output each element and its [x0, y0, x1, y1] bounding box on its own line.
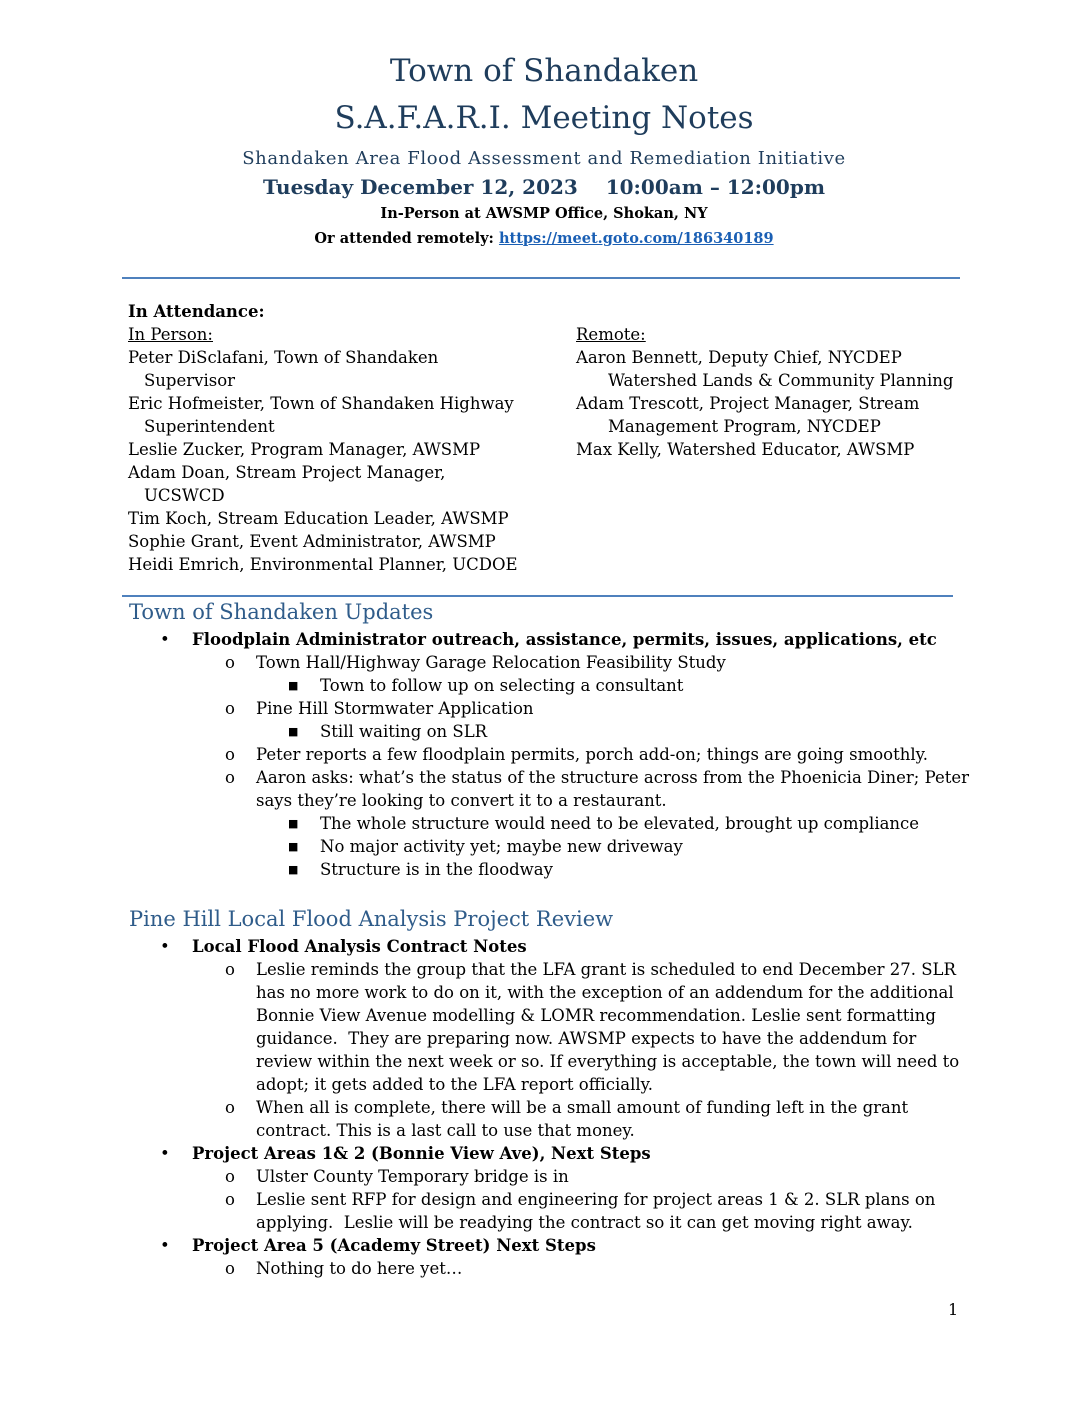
bullet: o [225, 1167, 235, 1186]
bullet: • [160, 1144, 170, 1163]
bullet: • [160, 1236, 170, 1255]
initiative-name: Shandaken Area Flood Assessment and Remediation Initiative [242, 148, 846, 169]
attendance-in-person [128, 300, 518, 576]
attendee-cont: Superintendent [144, 417, 275, 436]
attendee: Eric Hofmeister, Town of Shandaken Highway [128, 394, 514, 413]
remote-attendees-label: Remote: [576, 325, 646, 344]
attendee: Heidi Emrich, Environmental Planner, UCDOE [128, 555, 518, 574]
bullet: ■ [288, 863, 299, 876]
list-item: Town Hall/Highway Garage Relocation Feasibility Study [256, 653, 726, 672]
list-item-cont: Bonnie View Avenue modelling & LOMR recommendation. Leslie sent formatting [256, 1006, 936, 1025]
list-item-cont: adopt; it gets added to the LFA report officially. [256, 1075, 654, 1094]
list-item-cont: contract. This is a last call to use that money. [256, 1121, 635, 1140]
list-item: Ulster County Temporary bridge is in [256, 1167, 569, 1186]
bullet: o [225, 1098, 235, 1117]
attendee: Adam Trescott, Project Manager, Stream [576, 394, 920, 413]
attendee-cont: Watershed Lands & Community Planning [608, 371, 954, 390]
section-heading-town-updates: Town of Shandaken Updates [129, 600, 434, 624]
list-item: No major activity yet; maybe new driveway [320, 837, 683, 856]
list-item-cont: applying. Leslie will be readying the contract so it can get moving right away. [256, 1213, 913, 1232]
list-item: The whole structure would need to be elevated, brought up compliance [320, 814, 920, 833]
section-heading-pine-hill: Pine Hill Local Flood Analysis Project Review [129, 907, 614, 931]
list-item: Nothing to do here yet… [256, 1259, 463, 1278]
in-person-label: In Person: [128, 325, 213, 344]
section1-content [0, 628, 1088, 881]
remote-label: Or attended remotely: [314, 230, 494, 247]
section-divider [122, 595, 953, 597]
attendee: Aaron Bennett, Deputy Chief, NYCDEP [576, 348, 902, 367]
list-item: Leslie sent RFP for design and engineering for project areas 1 & 2. SLR plans on [256, 1190, 936, 1209]
list-item: Leslie reminds the group that the LFA grant is scheduled to end December 27. SLR [256, 960, 956, 979]
list-item: Peter reports a few floodplain permits, porch add-on; things are going smoothly. [256, 745, 929, 764]
list-item: Structure is in the floodway [320, 860, 553, 879]
doc-title: Town of Shandaken [389, 53, 699, 89]
attendee: Leslie Zucker, Program Manager, AWSMP [128, 440, 481, 459]
bullet: ■ [288, 817, 299, 830]
doc-subtitle-meeting: S.A.F.A.R.I. Meeting Notes [334, 100, 754, 136]
list-item: Project Areas 1& 2 (Bonnie View Ave), Next Steps [192, 1144, 651, 1163]
bullet: o [225, 699, 235, 718]
list-item: Project Area 5 (Academy Street) Next Steps [192, 1236, 596, 1255]
list-item-cont: says they’re looking to convert it to a restaurant. [256, 791, 667, 810]
bullet: o [225, 768, 235, 787]
list-item: Local Flood Analysis Contract Notes [192, 937, 527, 956]
list-item-cont: guidance. They are preparing now. AWSMP expects to have the addendum for [256, 1029, 917, 1048]
section2-content [0, 935, 1088, 1280]
list-item-cont: has no more work to do on it, with the exception of an addendum for the additional [256, 983, 954, 1002]
bullet: ■ [288, 679, 299, 692]
list-item: Still waiting on SLR [320, 722, 488, 741]
attendance-remote [576, 323, 953, 461]
list-item-cont: review within the next week or so. If everything is acceptable, the town will need to [256, 1052, 960, 1071]
bullet: o [225, 960, 235, 979]
attendance-heading: In Attendance: [128, 302, 265, 321]
list-item: Town to follow up on selecting a consultant [320, 676, 684, 695]
bullet: ■ [288, 840, 299, 853]
attendee-cont: Supervisor [144, 371, 236, 390]
list-item: When all is complete, there will be a small amount of funding left in the grant [256, 1098, 909, 1117]
bullet: o [225, 653, 235, 672]
page-number: 1 [948, 1300, 959, 1319]
remote-meeting-link[interactable]: https://meet.goto.com/186340189 [498, 230, 774, 247]
meeting-location: In-Person at AWSMP Office, Shokan, NY [380, 205, 708, 222]
attendee-cont: Management Program, NYCDEP [608, 417, 881, 436]
attendee: Sophie Grant, Event Administrator, AWSMP [128, 532, 496, 551]
bullet: o [225, 745, 235, 764]
bullet: o [225, 1259, 235, 1278]
bullet: ■ [288, 725, 299, 738]
bullet: o [225, 1190, 235, 1209]
attendee: Tim Koch, Stream Education Leader, AWSMP [128, 509, 509, 528]
header-divider [122, 277, 960, 279]
attendee: Adam Doan, Stream Project Manager, [128, 463, 446, 482]
attendee-cont: UCSWCD [144, 486, 225, 505]
meeting-date [0, 175, 1088, 199]
list-item: Pine Hill Stormwater Application [256, 699, 534, 718]
list-item: Aaron asks: what’s the status of the structure across from the Phoenicia Diner; Peter [256, 768, 970, 787]
remote-line [0, 230, 1088, 247]
attendee: Peter DiSclafani, Town of Shandaken [128, 348, 439, 367]
list-item: Floodplain Administrator outreach, assistance, permits, issues, applications, etc [192, 630, 937, 649]
date-text: Tuesday December 12, 2023 10:00am – 12:00pm [262, 175, 825, 199]
bullet: • [160, 937, 170, 956]
bullet: • [160, 630, 170, 649]
attendee: Max Kelly, Watershed Educator, AWSMP [576, 440, 915, 459]
